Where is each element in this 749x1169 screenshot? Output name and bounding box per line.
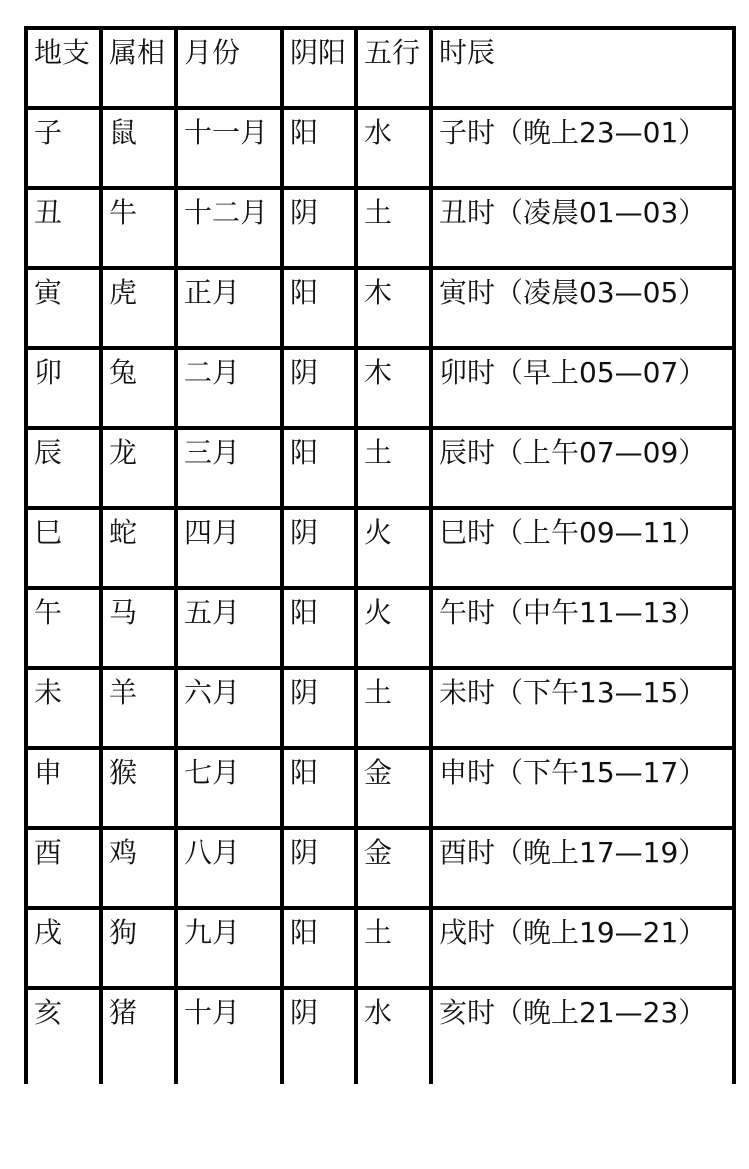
time-cell: 午时（中午11—13） <box>431 588 734 668</box>
animal-cell: 蛇 <box>101 508 176 588</box>
header-earthly-branch: 地支 <box>26 28 101 108</box>
element-cell: 火 <box>356 508 431 588</box>
element-cell: 水 <box>356 108 431 188</box>
month-cell: 九月 <box>176 908 282 988</box>
branch-cell: 巳 <box>26 508 101 588</box>
month-cell: 正月 <box>176 268 282 348</box>
month-cell: 八月 <box>176 828 282 908</box>
yinyang-cell: 阴 <box>282 508 356 588</box>
time-cell: 戌时（晚上19—21） <box>431 908 734 988</box>
header-row <box>26 28 734 108</box>
month-cell: 六月 <box>176 668 282 748</box>
yinyang-cell: 阳 <box>282 268 356 348</box>
table-row <box>26 508 734 588</box>
element-cell: 金 <box>356 748 431 828</box>
animal-cell: 猪 <box>101 988 176 1084</box>
table-row <box>26 108 734 188</box>
time-cell: 辰时（上午07—09） <box>431 428 734 508</box>
yinyang-cell: 阳 <box>282 108 356 188</box>
element-cell: 木 <box>356 268 431 348</box>
branch-cell: 卯 <box>26 348 101 428</box>
branch-cell: 亥 <box>26 988 101 1084</box>
month-cell: 十月 <box>176 988 282 1084</box>
time-cell: 子时（晚上23—01） <box>431 108 734 188</box>
yinyang-cell: 阳 <box>282 428 356 508</box>
element-cell: 火 <box>356 588 431 668</box>
month-cell: 十一月 <box>176 108 282 188</box>
table-row <box>26 348 734 428</box>
yinyang-cell: 阳 <box>282 588 356 668</box>
month-cell: 三月 <box>176 428 282 508</box>
table-row <box>26 188 734 268</box>
time-cell: 寅时（凌晨03—05） <box>431 268 734 348</box>
animal-cell: 猴 <box>101 748 176 828</box>
yinyang-cell: 阳 <box>282 748 356 828</box>
table-row <box>26 428 734 508</box>
element-cell: 水 <box>356 988 431 1084</box>
table-row <box>26 828 734 908</box>
animal-cell: 兔 <box>101 348 176 428</box>
yinyang-cell: 阴 <box>282 828 356 908</box>
animal-cell: 鸡 <box>101 828 176 908</box>
table-body <box>26 108 734 1084</box>
header-month: 月份 <box>176 28 282 108</box>
month-cell: 十二月 <box>176 188 282 268</box>
element-cell: 土 <box>356 428 431 508</box>
time-cell: 丑时（凌晨01—03） <box>431 188 734 268</box>
month-cell: 四月 <box>176 508 282 588</box>
month-cell: 七月 <box>176 748 282 828</box>
yinyang-cell: 阳 <box>282 908 356 988</box>
branch-cell: 未 <box>26 668 101 748</box>
month-cell: 二月 <box>176 348 282 428</box>
animal-cell: 羊 <box>101 668 176 748</box>
yinyang-cell: 阴 <box>282 668 356 748</box>
element-cell: 土 <box>356 908 431 988</box>
time-cell: 申时（下午15—17） <box>431 748 734 828</box>
animal-cell: 鼠 <box>101 108 176 188</box>
table-row <box>26 748 734 828</box>
animal-cell: 牛 <box>101 188 176 268</box>
yinyang-cell: 阴 <box>282 988 356 1084</box>
table-row <box>26 988 734 1084</box>
branch-cell: 酉 <box>26 828 101 908</box>
time-cell: 未时（下午13—15） <box>431 668 734 748</box>
time-cell: 亥时（晚上21—23） <box>431 988 734 1084</box>
branch-cell: 戌 <box>26 908 101 988</box>
header-yin-yang: 阴阳 <box>282 28 356 108</box>
time-cell: 巳时（上午09—11） <box>431 508 734 588</box>
element-cell: 金 <box>356 828 431 908</box>
branch-cell: 子 <box>26 108 101 188</box>
table-row <box>26 908 734 988</box>
branch-cell: 寅 <box>26 268 101 348</box>
element-cell: 木 <box>356 348 431 428</box>
animal-cell: 狗 <box>101 908 176 988</box>
yinyang-cell: 阴 <box>282 188 356 268</box>
branch-cell: 午 <box>26 588 101 668</box>
table-row <box>26 268 734 348</box>
element-cell: 土 <box>356 188 431 268</box>
time-cell: 酉时（晚上17—19） <box>431 828 734 908</box>
header-five-elements: 五行 <box>356 28 431 108</box>
branch-cell: 申 <box>26 748 101 828</box>
animal-cell: 马 <box>101 588 176 668</box>
month-cell: 五月 <box>176 588 282 668</box>
element-cell: 土 <box>356 668 431 748</box>
animal-cell: 龙 <box>101 428 176 508</box>
zodiac-table <box>24 26 736 1084</box>
animal-cell: 虎 <box>101 268 176 348</box>
yinyang-cell: 阴 <box>282 348 356 428</box>
header-time-period: 时辰 <box>431 28 734 108</box>
table-row <box>26 668 734 748</box>
branch-cell: 丑 <box>26 188 101 268</box>
branch-cell: 辰 <box>26 428 101 508</box>
table-row <box>26 588 734 668</box>
time-cell: 卯时（早上05—07） <box>431 348 734 428</box>
header-zodiac-animal: 属相 <box>101 28 176 108</box>
